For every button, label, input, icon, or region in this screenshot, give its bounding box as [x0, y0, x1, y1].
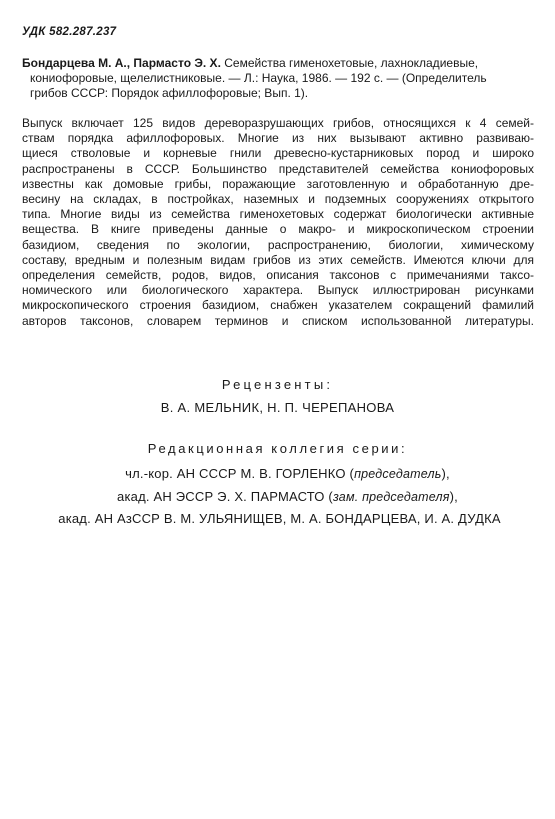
reviewers-names: В. А. МЕЛЬНИК, Н. П. ЧЕРЕПАНОВА — [160, 400, 395, 415]
udk-code: УДК 582.287.237 — [22, 26, 117, 38]
abstract-line: вещества. В книге приведены данные о макро- и микроскопическом строении — [22, 222, 534, 237]
board-member-name: чл.-кор. АН СССР М. В. ГОРЛЕНКО ( — [125, 466, 355, 481]
abstract-line: авторов таксонов, словарем терминов и списком использованной литературы. — [22, 313, 534, 328]
biblio-line-3: грибов СССР: Порядок афиллофоровые; Вып. 1). — [30, 86, 309, 100]
abstract-line: весину на складах, в постройках, наземных и подземных сооружениях открытого — [22, 192, 534, 207]
board-member-role: зам. председателя — [332, 490, 450, 504]
abstract — [22, 116, 534, 329]
abstract-line: распространены в СССР. Большинство представителей семейства кониофоровых — [22, 161, 534, 176]
board-member-punct: ), — [449, 489, 458, 504]
editorial-board-members: акад. АН АзССР В. М. УЛЬЯНИЩЕВ, М. А. БОНДАРЦЕВА, И. А. ДУДКА — [58, 511, 501, 526]
editorial-board-heading: Редакционная коллегия серии: — [147, 441, 408, 456]
abstract-line: щиеся стволовые и корневые гнили древесно-кустарниковых пород и широко — [22, 146, 534, 161]
biblio-authors: Бондарцева М. А., Пармасто Э. Х. — [22, 56, 221, 70]
abstract-line: типа. Многие виды из семейства гименохетовых содержат биологически активные — [22, 207, 534, 222]
abstract-line: микроскопического строения базидиом, снабжен указателем сокращений фамилий — [22, 298, 534, 313]
abstract-line: базидиом, сведения по экологии, распространению, биологии, химическому — [22, 237, 534, 252]
abstract-line: составу, вредным и полезным видам грибов из этих семейств. Имеются ключи для — [22, 252, 534, 267]
board-member-name: акад. АН ЭССР Э. Х. ПАРМАСТО ( — [117, 489, 333, 504]
abstract-line: Выпуск включает 125 видов дереворазрушающих грибов, относящихся к 4 семей- — [22, 116, 534, 130]
editorial-board-chair — [10, 466, 555, 481]
board-member-role: председатель — [354, 467, 442, 481]
biblio-title: Семейства гименохетовые, лахнокладиевые, — [224, 56, 479, 70]
abstract-line: известны как домовые грибы, поражающие заготовленную и обработанную дре- — [22, 176, 534, 191]
bibliographic-record — [22, 56, 534, 101]
abstract-line: определения семейств, родов, видов, описания таксонов с примечаниями таксо- — [22, 268, 534, 283]
biblio-line-2: кониофоровые, щелелистниковые. — Л.: Наука, 1986. — 192 с. — (Определитель — [30, 71, 487, 85]
reviewers-heading: Рецензенты: — [221, 377, 334, 392]
editorial-board-vice-chair — [10, 489, 555, 504]
abstract-line: номического или биологического характера. Выпуск иллюстрирован рисунками — [22, 283, 534, 298]
abstract-line: ствам порядка афиллофоровых. Многие из них вызывают активно развиваю- — [22, 131, 534, 146]
board-member-punct: ), — [441, 466, 450, 481]
